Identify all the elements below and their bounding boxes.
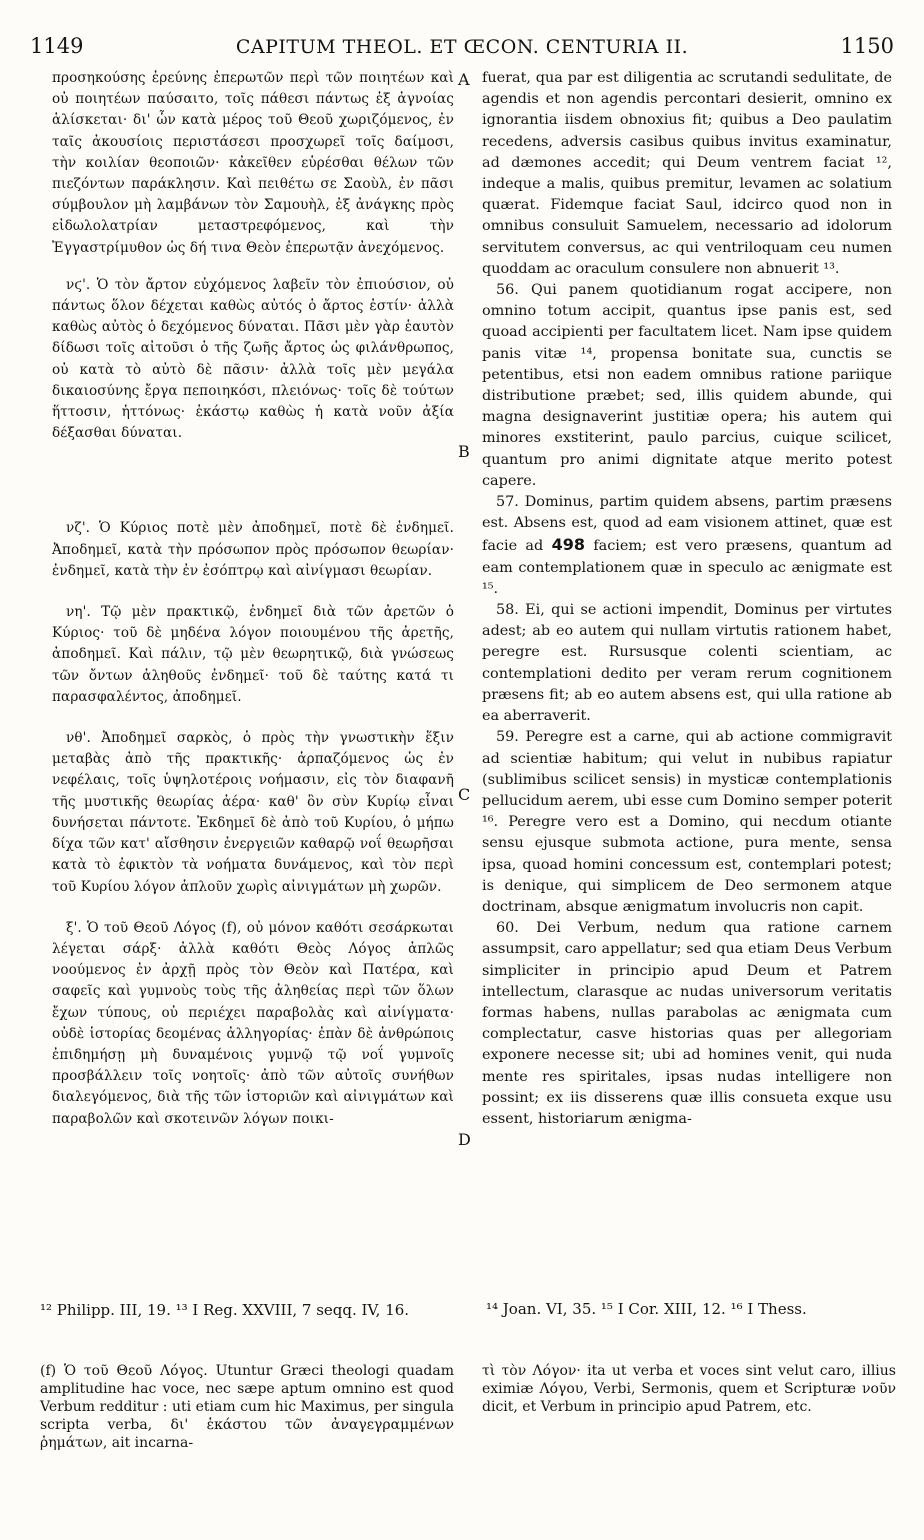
margin-letter-c: C (458, 785, 471, 804)
latin-paragraph-57 (482, 492, 892, 600)
latin-paragraph-58: 58. Ei, qui se actioni impendit, Dominus per virtutes adest; ab eo autem qui nullam virtutis rationem habet, peregre est. Rursusque colenti scientiam, ac contemplationi dedito per veram rerum cognitionem præsens fit; ab eo autem absens est, qui ulla ratione ab ea aberraverit. (482, 602, 892, 725)
latin-paragraph-55-end: fuerat, qua par est diligentia ac scrutandi sedulitate, de agendis et non agendis percontari desierit, omnino ex ignorantia iisdem obnoxius fit; quibus a Deo paulatim recedens, adversis casibus quibus invitus examinatur, ad dæmones accedit; qui Deum ventrem faciat ¹², indeque a malis, quibus premitur, levamen ac solatium quærat. Fidemque faciat Saul, idcirco quod non in omnibus consuluit Samuelem, necessario ad idolorum servitutem conversus, ac qui ventriloquam ceu numen quoddam ac oraculum consulere non abnuerit ¹³. (482, 70, 892, 277)
greek-paragraph-55-end: προσηκούσης ἐρεύνης ἐπερωτῶν περὶ τῶν ποιητέων καὶ οὐ ποιητέων παύσαιτο, τοῖς πάθεσι πάντως ἐξ ἀγνοίας ἁλίσκεται· δι' ὧν κατὰ μέρος τοῦ Θεοῦ χωριζόμενος, ἐν ταῖς ἀκουσίοις περιστάσεσι προσχωρεῖ τοῖς δαίμοσι, τὴν κοιλίαν θεοποιῶν· κἀκεῖθεν εὑρέσθαι θέλων τῶν πιεζόντων παράκλησιν. Καὶ πειθέτω σε Σαοὺλ, ἐν πᾶσι σύμβουλον μὴ λαμβάνων τὸν Σαμουὴλ, ἐξ ἀνάγκης πρὸς εἰδωλολατρίαν μεταστρεφόμενος, καὶ τὴν Ἐγγαστρίμυθον ὡς δή τινα Θεὸν ἐπερωτᾷν ἀνεχόμενος. (52, 70, 454, 256)
running-head-title: CAPITUM THEOL. ET ŒCON. CENTURIA II. (235, 36, 689, 58)
commentary-left: (f) Ὁ τοῦ Θεοῦ Λόγος. Utuntur Græci theologi quadam amplitudine hac voce, nec sæpe aptum omnino est quod Verbum redditur : uti etiam cum hic Maximus, per singula scripta verba, δι' ἑκάστου τῶν ἀναγεγραμμένων ῥημάτων, ait incarna- (40, 1363, 454, 1451)
latin-paragraph-57-a: 57. Dominus, partim quidem absens, partim præsens est. Absens est, quod ad eam visionem attinet, quæ est facie ad (482, 494, 892, 555)
commentary-right: τὶ τὸν Λόγον· ita ut verba et voces sint velut caro, illius eximiæ Λόγου, Verbi, Sermonis, quem et Scripturæ νοῦν dicit, et Verbum in principio apud Patrem, etc. (482, 1363, 896, 1415)
greek-paragraph-58: νη'. Τῷ μὲν πρακτικῷ, ἐνδημεῖ διὰ τῶν ἀρετῶν ὁ Κύριος· τοῦ δὲ μηδένα λόγον ποιουμένου τῆς ἀρετῆς, ἀποδημεῖ. Καὶ πάλιν, τῷ μὲν θεωρητικῷ, διὰ γνώσεως τῶν ὄντων ἀληθοῦς ἐνδημεῖ· τοῦ δὲ ταύτης κατά τι παρασφαλέντος, ἀποδημεῖ. (52, 604, 454, 705)
margin-letter-b: B (458, 442, 470, 461)
page-number-left: 1149 (30, 34, 84, 58)
latin-paragraph-57-b: faciem; est vero præsens, quantum ad eam contemplationem quæ in speculo ac ænigmate est ¹⁵. (482, 538, 893, 597)
running-header (28, 34, 896, 60)
latin-column (482, 68, 892, 1130)
latin-paragraph-56: 56. Qui panem quotidianum rogat accipere, non omnino totum accipit, quantus ipse panis est, sed quoad accipienti per facultatem licet. Nam ipse quidem panis vitæ ¹⁴, propensa bonitate sua, cunctis se petentibus, etsi non eadem omnibus ratione pariique distributione præbet; sed, illis quidem abunde, qui magna designaverint justitiæ opera; his autem qui minores exstiterint, paulo parcius, cuique scilicet, quantum pro animi dignitate atque merito potest capere. (482, 282, 892, 489)
greek-paragraph-57: νζ'. Ὁ Κύριος ποτὲ μὲν ἀποδημεῖ, ποτὲ δὲ ἐνδημεῖ. Ἀποδημεῖ, κατὰ τὴν πρόσωπον πρὸς πρόσωπον θεωρίαν· ἐνδημεῖ, κατὰ τὴν ἐν ἐσόπτρῳ καὶ αἰνίγμασι θεωρίαν. (52, 520, 454, 579)
latin-paragraph-59: 59. Peregre est a carne, qui ab actione commigravit ad scientiæ habitum; qui velut in nubibus rapiatur (sublimibus scilicet sensis) in mysticæ contemplationis pellucidum aerem, ubi esse cum Domino semper poterit ¹⁶. Peregre vero est a Domino, qui necdum otiante sensu ejusque submota actione, pura mente, sensa ipsa, quoad homini concessum est, contemplari potest; is denique, qui simplicem de Deo sermonem atque doctrinam, absque ænigmatum involucris non capit. (482, 729, 892, 915)
latin-paragraph-60: 60. Dei Verbum, nedum qua ratione carnem assumpsit, caro appellatur; sed qua etiam Deus Verbum simpliciter in principio apud Deum et Patrem intellectum, clarasque ac nudas universorum veritatis formas habens, nullas parabolas ac ænigmata cum complectatur, casve historias quas per allegoriam exponere necesse sit; ubi ad homines venit, qui nuda mente res spiritales, ipsas nudas intelligere non possint; ex iis disserens quæ illis consueta exque usu essent, historiarum ænigma- (482, 920, 892, 1127)
footnotes-right: ¹⁴ Joan. VI, 35. ¹⁵ I Cor. XIII, 12. ¹⁶ I Thess. (486, 1300, 807, 1318)
footnotes-left: ¹² Philipp. III, 19. ¹³ I Reg. XXVIII, 7 seqq. IV, 16. (40, 1301, 410, 1319)
margin-letter-a: A (458, 70, 470, 89)
greek-paragraph-56: νϛ'. Ὁ τὸν ἄρτον εὐχόμενος λαβεῖν τὸν ἐπιούσιον, οὐ πάντως ὅλον δέχεται καθὼς αὐτός ὁ ἄρτος ἐστίν· ἀλλὰ καθὼς αὐτὸς ὁ δεχόμενος δύναται. Πᾶσι μὲν γὰρ ἑαυτὸν δίδωσι τοῖς αἰτοῦσι ὁ τῆς ζωῆς ἄρτος ὡς φιλάνθρωπος, οὐ κατὰ τὸ αὐτὸ δὲ πᾶσιν· ἀλλὰ τοῖς μὲν μεγάλα δικαιοσύνης ἔργα πεποιηκόσι, πλειόνως· τοῖς δὲ τούτων ἥττοσιν, ἡττόνως· ἑκάστῳ καθὼς ἡ κατὰ νοῦν ἀξία δέξασθαι δύναται. (52, 276, 454, 442)
margin-letter-d: D (458, 1130, 471, 1149)
page-number-right: 1150 (840, 34, 894, 58)
greek-paragraph-60: ξ'. Ὁ τοῦ Θεοῦ Λόγος (f), οὐ μόνον καθότι σεσάρκωται λέγεται σάρξ· ἀλλὰ καθότι Θεὸς Λόγος ἁπλῶς νοούμενος ἐν ἀρχῇ πρὸς τὸν Θεὸν καὶ Πατέρα, καὶ σαφεῖς καὶ γυμνοὺς τοὺς τῆς ἀληθείας περὶ τῶν ὅλων ἔχων τύπους, οὐ περιέχει παραβολὰς καὶ αἰνίγματα· οὐδὲ ἱστορίας δεομένας ἀλληγορίας· ἐπὰν δὲ ἀνθρώποις ἐπιδημήσῃ μὴ δυναμένοις γυμνῷ τῷ νοΐ γυμνοῖς προσβάλλειν τοῖς νοητοῖς· ἀπὸ τῶν αὐτοῖς συνήθων διαλεγόμενος, διὰ τῆς τῶν ἱστοριῶν καὶ αἰνιγμάτων καὶ παραβολῶν καὶ σκοτεινῶν λόγων ποικι- (52, 919, 454, 1127)
greek-paragraph-59: νθ'. Ἀποδημεῖ σαρκὸς, ὁ πρὸς τὴν γνωστικὴν ἕξιν μεταβὰς ἀπὸ τῆς πρακτικῆς· ἁρπαζόμενος ὡς ἐν νεφέλαις, τοῖς ὑψηλοτέροις νοήμασιν, εἰς τὸν διαφανῆ τῆς μυστικῆς θεωρίας ἀέρα· καθ' ὃν σὺν Κυρίῳ εἶναι δυνήσεται πάντοτε. Ἐκδημεῖ δὲ ἀπὸ τοῦ Κυρίου, ὁ μήπω δίχα τῶν κατ' αἴσθησιν ἐνεργειῶν καθαρῷ νοΐ θεωρῆσαι κατὰ τὸ ἐφικτὸν τὰ νοήματα δυνάμενος, καὶ τὸν περὶ τοῦ Κυρίου λόγον ἁπλοῦν χωρὶς αἰνιγμάτων μὴ χωρῶν. (52, 730, 454, 895)
greek-column (52, 68, 454, 1130)
volume-page-number: 498 (551, 535, 585, 555)
